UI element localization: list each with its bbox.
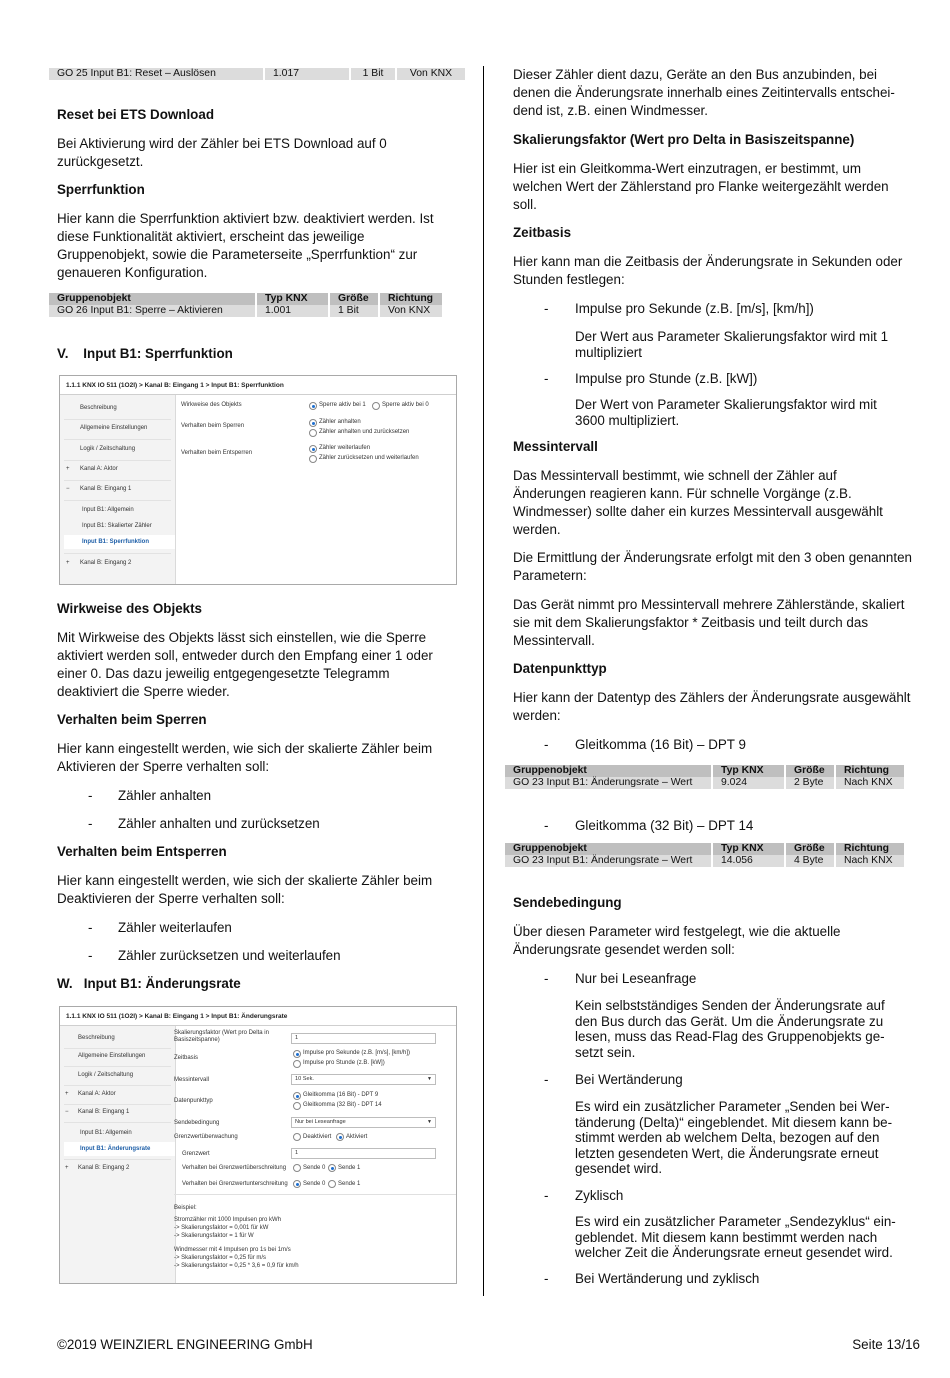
col-gruppenobjekt: Gruppenobjekt (49, 293, 256, 305)
go-type: 1.017 (264, 68, 350, 80)
para-messintervall-3: Das Gerät nimmt pro Messintervall mehrere Zählerstände, skaliert sie mit dem Skalierungsfaktor * Zeitbasis und teilt durch das Messintervall. (513, 597, 905, 648)
sperrfunktion-screenshot (59, 375, 457, 585)
collapse-icon[interactable]: − (65, 1109, 69, 1115)
list-item: Impulse pro Stunde (z.B. [kW]) (575, 371, 758, 386)
cell: GO 23 Input B1: Änderungsrate – Wert (505, 777, 712, 789)
nav-input-b1-allgemein[interactable]: Input B1: Allgemein (82, 507, 134, 513)
bullet-dash: - (544, 737, 549, 752)
sub-text: Kein selbstständiges Senden der Änderungsrate auf den Bus durch das Gerät. Um die Änderungsrate zu lesen, muss das Read-Flag des Gruppenobjekts ge-setzt sein. (575, 998, 885, 1060)
expand-icon[interactable]: + (66, 560, 70, 566)
reset-go-table (49, 68, 467, 80)
radio-ueber-sende-1[interactable] (328, 1164, 336, 1172)
para-reset: Bei Aktivierung wird der Zähler bei ETS Download auf 0 zurückgesetzt. (57, 136, 387, 169)
sperre-go-table (49, 293, 444, 317)
list-item: Zähler weiterlaufen (118, 920, 232, 935)
nav-beschreibung[interactable]: Beschreibung (80, 405, 117, 411)
cell: 9.024 (712, 777, 785, 789)
radio-label: Sperre aktiv bei 0 (382, 402, 429, 408)
cell: GO 26 Input B1: Sperre – Aktivieren (49, 305, 256, 317)
para-messintervall-2: Die Ermittlung der Änderungsrate erfolgt mit den 3 oben genannten Parametern: (513, 550, 912, 583)
col-typ: Typ KNX (712, 843, 785, 855)
list-item: Impulse pro Sekunde (z.B. [m/s], [km/h]) (575, 301, 814, 316)
para-zeitbasis: Hier kann man die Zeitbasis der Änderungsrate in Sekunden oder Stunden festlegen: (513, 254, 903, 287)
radio-label: Sende 1 (338, 1181, 361, 1187)
radio-label: Zähler anhalten (319, 419, 361, 425)
beispiel-line: -> Skalierungsfaktor = 1 für W (174, 1233, 254, 1239)
grenzwertunterschreitung-label: Verhalten bei Grenzwertunterschreitung (182, 1181, 288, 1187)
section-v-title: V. Input B1: Sperrfunktion (57, 346, 233, 361)
heading-skalierungsfaktor: Skalierungsfaktor (Wert pro Delta in Basiszeitspanne) (513, 132, 855, 147)
radio-label: Sperre aktiv bei 1 (319, 402, 366, 408)
skalierungsfaktor-label: Skalierungsfaktor (Wert pro Delta in Basiszeitspanne) (174, 1030, 269, 1043)
breadcrumb: 1.1.1 KNX IO 511 (1O2I) > Kanal B: Eingang 1 > Input B1: Sperrfunktion (66, 382, 284, 389)
para-wirkweise: Mit Wirkweise des Objekts lässt sich einstellen, wie die Sperre aktiviert werden soll, entweder durch den Empfang einer 1 oder einer 0. Das dazu jeweilig entgegengesetzte Telegramm deaktiviert die Sperre wieder. (57, 630, 433, 699)
list-item: Zyklisch (575, 1188, 624, 1203)
sub-text: Der Wert aus Parameter Skalierungsfaktor wird mit 1 multipliziert (575, 329, 889, 360)
cell: 4 Byte (785, 855, 835, 867)
datenpunkttyp-label: Datenpunkttyp (174, 1098, 213, 1104)
col-gruppenobjekt: Gruppenobjekt (505, 843, 712, 855)
param-wirkweise-label: Wirkweise des Objekts (181, 402, 242, 408)
list-item: Bei Wertänderung und zyklisch (575, 1271, 760, 1286)
cell: 1 Bit (329, 305, 379, 317)
radio-dpt14[interactable] (293, 1102, 301, 1110)
sub-text: Es wird ein zusätzlicher Parameter „Senden bei Wer-tänderung (Delta)“ eingeblendet. Mit diesem kann be-stimmt werden ab welchem Delta, bezogen auf den letzten gesendeten Wert, die Änderungsrate erneut gesendet wird. (575, 1099, 893, 1176)
chevron-down-icon: ▼ (427, 1076, 432, 1082)
radio-label: Zähler anhalten und zurücksetzen (319, 429, 410, 435)
cell: Von KNX (379, 305, 443, 317)
radio-zaehler-anhalten-zuruecksetzen[interactable] (309, 429, 317, 437)
heading-verhalten-entsperren: Verhalten beim Entsperren (57, 844, 227, 859)
collapse-icon[interactable]: − (66, 486, 70, 492)
radio-sperre-bei-1[interactable] (309, 402, 317, 410)
radio-label: Zähler zurücksetzen und weiterlaufen (319, 455, 419, 461)
beispiel-line: Windmesser mit 4 Impulsen pro 1s bei 1m/s (174, 1247, 291, 1253)
col-groesse: Größe (329, 293, 379, 305)
sendebedingung-value: Nur bei Leseanfrage (295, 1119, 346, 1125)
cell: 2 Byte (785, 777, 835, 789)
radio-label: Sende 0 (303, 1165, 326, 1171)
col-gruppenobjekt: Gruppenobjekt (505, 765, 712, 777)
go-direction: Von KNX (396, 68, 466, 80)
list-item: Gleitkomma (32 Bit) – DPT 14 (575, 818, 754, 833)
list-item: Zähler zurücksetzen und weiterlaufen (118, 948, 341, 963)
bullet-dash: - (544, 1072, 549, 1087)
list-item: Nur bei Leseanfrage (575, 971, 697, 986)
col-richtung: Richtung (835, 765, 905, 777)
expand-icon[interactable]: + (65, 1165, 69, 1171)
heading-sperrfunktion: Sperrfunktion (57, 182, 145, 197)
radio-label: Impulse pro Sekunde (z.B. [m/s], [km/h]) (303, 1050, 411, 1056)
footer-copyright: ©2019 WEINZIERL ENGINEERING GmbH (57, 1337, 313, 1352)
beispiel-line: Stromzähler mit 1000 Impulsen pro kWh (174, 1217, 282, 1223)
beispiel-line: -> Skalierungsfaktor = 0,25 für m/s (174, 1255, 267, 1261)
para-sperrfunktion: Hier kann die Sperrfunktion aktiviert bzw. deaktiviert werden. Ist diese Funktionalität aktiviert, erscheint das jeweilige Gruppenobjekt, sowie die Parameterseite „Sperrfunktion“ zur genaueren Konfiguration. (57, 211, 434, 280)
nav-logik-zeitschaltung[interactable]: Logik / Zeitschaltung (78, 1072, 134, 1078)
column-divider (483, 66, 484, 1296)
dpt9-go-table (505, 765, 906, 789)
radio-aktiviert[interactable] (336, 1133, 344, 1141)
para-messintervall-1: Das Messintervall bestimmt, wie schnell der Zähler auf Änderungen reagieren kann. Für schnelle Vorgänge (z.B. Windmesser) sollte daher ein kurzes Messintervall ausgewählt werden. (513, 468, 883, 537)
section-w-title: W. Input B1: Änderungsrate (57, 976, 241, 991)
cell: Nach KNX (835, 777, 905, 789)
para-verhalten-entsperren: Hier kann eingestellt werden, wie sich der skalierte Zähler beim Deaktivieren der Sperre verhalten soll: (57, 873, 433, 906)
radio-zaehler-anhalten[interactable] (309, 419, 317, 427)
sub-text: Der Wert von Parameter Skalierungsfaktor wird mit 3600 multipliziert. (575, 397, 877, 428)
nav-kanal-b-eingang-1[interactable]: Kanal B: Eingang 1 (80, 486, 132, 492)
radio-deaktiviert[interactable] (293, 1133, 301, 1141)
bullet-dash: - (88, 816, 93, 831)
col-richtung: Richtung (835, 843, 905, 855)
heading-zeitbasis: Zeitbasis (513, 225, 572, 240)
beispiel-line: -> Skalierungsfaktor = 0,001 für kW (174, 1225, 269, 1231)
expand-icon[interactable]: + (65, 1091, 69, 1097)
aenderungsrate-screenshot (59, 1006, 457, 1284)
expand-icon[interactable]: + (66, 466, 70, 472)
zeitbasis-label: Zeitbasis (174, 1055, 199, 1061)
messintervall-value: 10 Sek. (295, 1076, 314, 1082)
dpt14-go-table (505, 843, 906, 867)
para-datenpunkttyp: Hier kann der Datentyp des Zählers der Änderungsrate ausgewählt werden: (513, 690, 911, 723)
sendebedingung-label: Sendebedingung (174, 1120, 220, 1126)
list-item: Gleitkomma (16 Bit) – DPT 9 (575, 737, 746, 752)
nav-input-b1-sperrfunktion[interactable]: Input B1: Sperrfunktion (82, 539, 149, 545)
col-richtung: Richtung (379, 293, 443, 305)
bullet-dash: - (88, 788, 93, 803)
radio-label: Deaktiviert (303, 1134, 332, 1140)
para-sendebedingung: Über diesen Parameter wird festgelegt, wie die aktuelle Änderungsrate gesendet werden soll: (513, 924, 841, 957)
col-typ: Typ KNX (256, 293, 329, 305)
messintervall-select[interactable] (291, 1074, 436, 1085)
col-groesse: Größe (785, 843, 835, 855)
nav-input-b1-allgemein[interactable]: Input B1: Allgemein (80, 1130, 132, 1136)
heading-reset: Reset bei ETS Download (57, 107, 214, 122)
radio-label: Gleitkomma (16 Bit) - DPT 9 (303, 1092, 379, 1098)
radio-impulse-stunde[interactable] (293, 1060, 301, 1068)
go-size: 1 Bit (350, 68, 396, 80)
bullet-dash: - (544, 1271, 549, 1286)
nav-logik-zeitschaltung[interactable]: Logik / Zeitschaltung (80, 446, 136, 452)
heading-sendebedingung: Sendebedingung (513, 895, 622, 910)
radio-label: Gleitkomma (32 Bit) - DPT 14 (303, 1102, 382, 1108)
radio-label: Zähler weiterlaufen (319, 445, 371, 451)
sub-text: Es wird ein zusätzlicher Parameter „Sendezyklus“ ein-geblendet. Mit diesem kann bestimmt werden nach welcher Zeit die Änderungsrate erneut gesendet wird. (575, 1214, 896, 1260)
beispiel-line: -> Skalierungsfaktor = 0,25 * 3,6 = 0,9 für km/h (174, 1263, 299, 1269)
bullet-dash: - (88, 948, 93, 963)
cell: Nach KNX (835, 855, 905, 867)
list-item: Zähler anhalten (118, 788, 212, 803)
nav-kanal-a-aktor[interactable]: Kanal A: Aktor (80, 466, 118, 472)
radio-ueber-sende-0[interactable] (293, 1164, 301, 1172)
para-intro: Dieser Zähler dient dazu, Geräte an den Bus anzubinden, bei denen die Änderungsrate innerhalb eines Zeitintervalls entschei-dend ist, z.B. einen Windmesser. (513, 67, 895, 118)
bullet-dash: - (544, 301, 549, 316)
bullet-dash: - (544, 818, 549, 833)
nav-kanal-b-eingang-1[interactable]: Kanal B: Eingang 1 (78, 1109, 130, 1115)
grenzwert-input[interactable]: 1 (291, 1148, 436, 1159)
radio-sperre-bei-0[interactable] (372, 402, 380, 410)
nav-allgemeine-einstellungen[interactable]: Allgemeine Einstellungen (78, 1053, 146, 1059)
para-verhalten-sperren: Hier kann eingestellt werden, wie sich der skalierte Zähler beim Aktivieren der Sperre verhalten soll: (57, 741, 433, 774)
nav-kanal-b-eingang-2[interactable]: Kanal B: Eingang 2 (80, 560, 132, 566)
bullet-dash: - (544, 1188, 549, 1203)
nav-allgemeine-einstellungen[interactable]: Allgemeine Einstellungen (80, 425, 148, 431)
bullet-dash: - (544, 371, 549, 386)
param-entsperren-label: Verhalten beim Entsperren (181, 450, 253, 456)
list-item: Bei Wertänderung (575, 1072, 683, 1087)
breadcrumb: 1.1.1 KNX IO 511 (1O2I) > Kanal B: Eingang 1 > Input B1: Änderungsrate (66, 1013, 288, 1020)
radio-label: Aktiviert (346, 1134, 368, 1140)
grenzwertueberwachung-label: Grenzwertüberwachung (174, 1134, 238, 1140)
radio-label: Sende 0 (303, 1181, 326, 1187)
sendebedingung-select[interactable] (291, 1117, 436, 1128)
col-groesse: Größe (785, 765, 835, 777)
heading-wirkweise: Wirkweise des Objekts (57, 601, 203, 616)
heading-verhalten-sperren: Verhalten beim Sperren (57, 712, 207, 727)
nav-input-b1-aenderungsrate[interactable]: Input B1: Änderungsrate (80, 1146, 151, 1152)
param-sperren-label: Verhalten beim Sperren (181, 423, 245, 429)
nav-beschreibung[interactable]: Beschreibung (78, 1035, 115, 1041)
para-skalierungsfaktor: Hier ist ein Gleitkomma-Wert einzutragen, er bestimmt, um welchen Wert der Zählerstand pro Flanke weitergezählt werden soll. (513, 161, 889, 212)
radio-dpt9[interactable] (293, 1092, 301, 1100)
messintervall-label: Messintervall (174, 1077, 210, 1083)
radio-zaehler-zuruecksetzen-weiterlaufen[interactable] (309, 455, 317, 463)
skalierungsfaktor-input[interactable]: 1 (291, 1033, 436, 1044)
radio-unter-sende-1[interactable] (328, 1180, 336, 1188)
go-name: GO 25 Input B1: Reset – Auslösen (49, 68, 264, 80)
radio-impulse-sekunde[interactable] (293, 1050, 301, 1058)
radio-unter-sende-0[interactable] (293, 1180, 301, 1188)
col-typ: Typ KNX (712, 765, 785, 777)
heading-datenpunkttyp: Datenpunkttyp (513, 661, 607, 676)
grenzwert-label: Grenzwert (182, 1151, 210, 1157)
bullet-dash: - (544, 971, 549, 986)
nav-kanal-a-aktor[interactable]: Kanal A: Aktor (78, 1091, 116, 1097)
grenzwertueberschreitung-label: Verhalten bei Grenzwertüberschreitung (182, 1165, 287, 1171)
cell: GO 23 Input B1: Änderungsrate – Wert (505, 855, 712, 867)
radio-zaehler-weiterlaufen[interactable] (309, 445, 317, 453)
radio-label: Impulse pro Stunde (z.B. [kW]) (303, 1060, 385, 1066)
heading-messintervall: Messintervall (513, 439, 598, 454)
beispiel-title: Beispiel: (174, 1205, 197, 1211)
nav-kanal-b-eingang-2[interactable]: Kanal B: Eingang 2 (78, 1165, 130, 1171)
cell: 14.056 (712, 855, 785, 867)
bullet-dash: - (88, 920, 93, 935)
nav-input-b1-skalierter-zaehler[interactable]: Input B1: Skalierter Zähler (82, 523, 152, 529)
footer-page-number: Seite 13/16 (852, 1337, 920, 1352)
list-item: Zähler anhalten und zurücksetzen (118, 816, 320, 831)
chevron-down-icon: ▼ (427, 1119, 432, 1125)
cell: 1.001 (256, 305, 329, 317)
radio-label: Sende 1 (338, 1165, 361, 1171)
